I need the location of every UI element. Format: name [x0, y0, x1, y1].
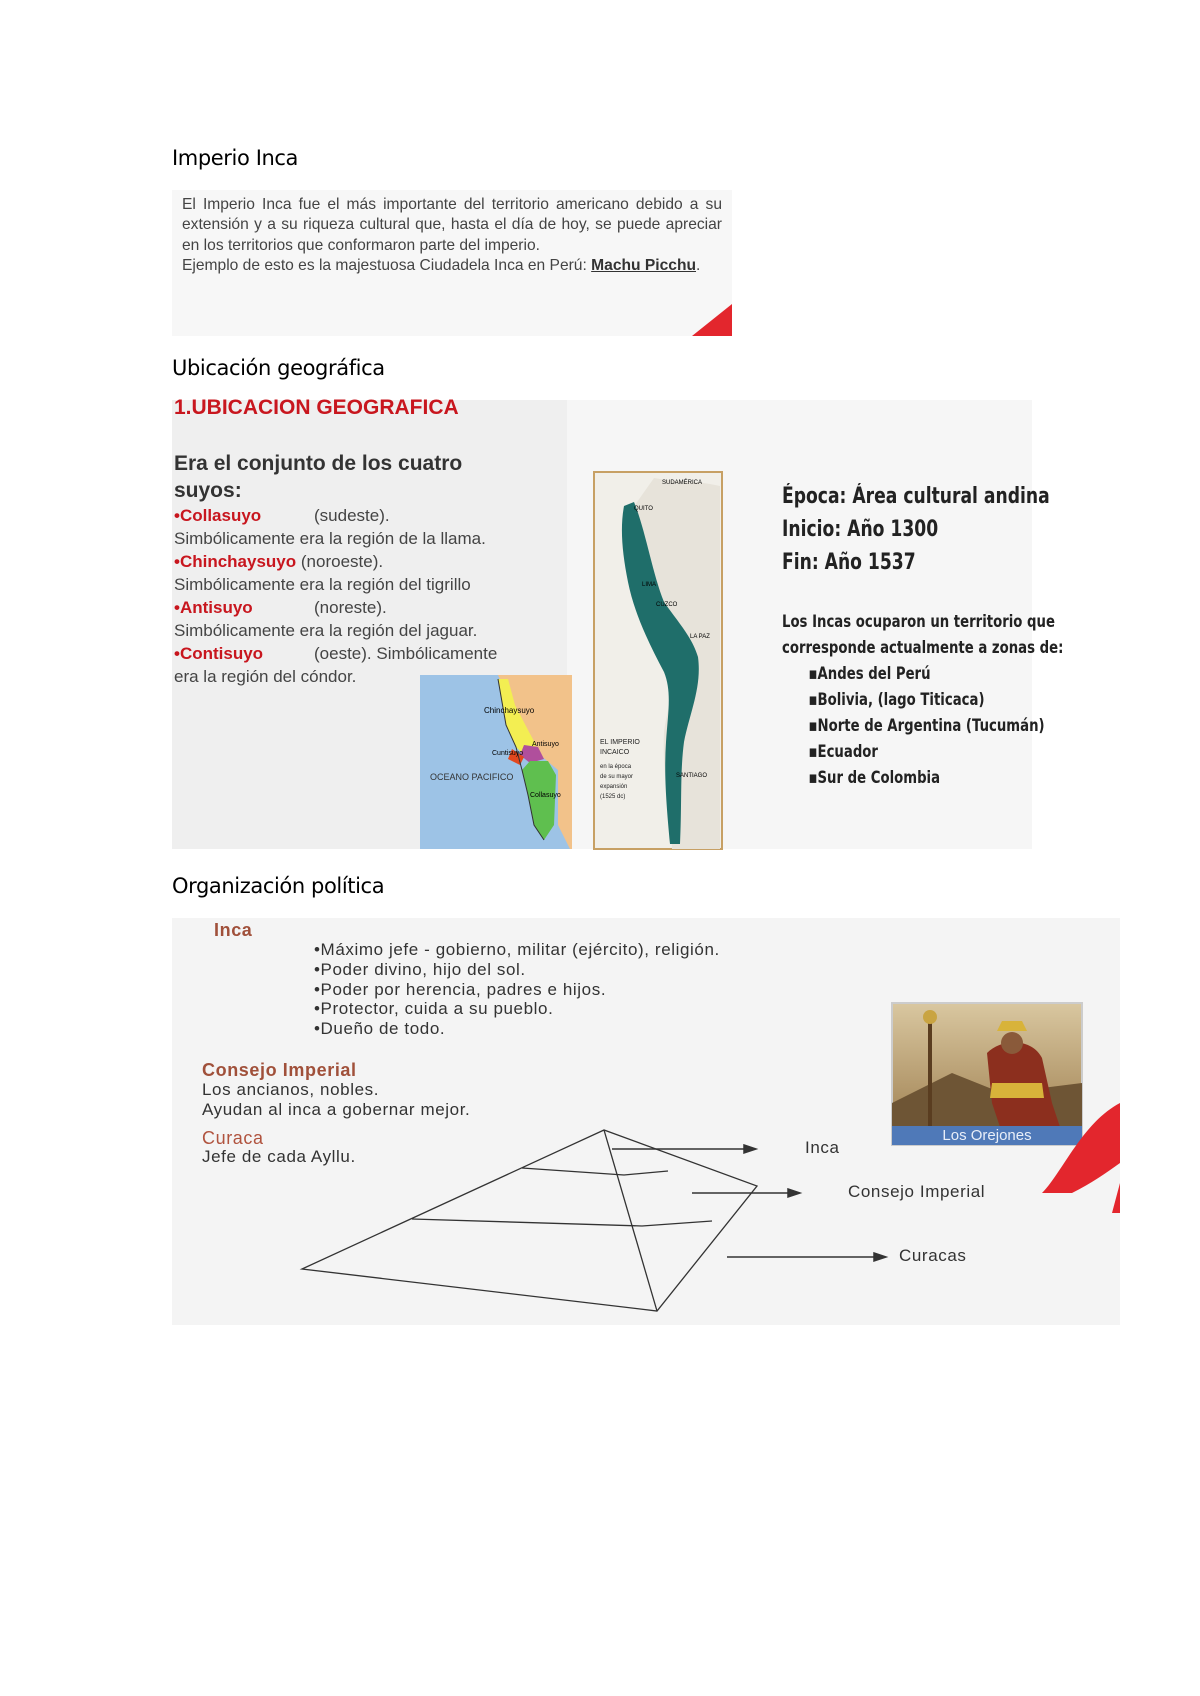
map-label-antisuyo: Antisuyo	[532, 741, 559, 748]
pol-consejo-line: Ayudan al inca a gobernar mejor.	[202, 1100, 471, 1119]
suyo-contisuyo-desc: era la región del cóndor.	[174, 667, 357, 686]
pol-inca-point: •Protector, cuida a su pueblo.	[314, 999, 554, 1018]
zones-intro-1: Los Incas ocuparon un territorio que	[782, 612, 1055, 632]
intro-example: Ejemplo de esto es la majestuosa Ciudadela Inca en Perú:	[182, 257, 592, 275]
map-label-sudamerica: SUDAMÉRICA	[662, 480, 703, 486]
empire-map	[594, 472, 722, 849]
zone-item: ▪Andes del Perú	[808, 664, 931, 684]
pol-inca-title: Inca	[214, 920, 253, 940]
zone-item: ▪Ecuador	[808, 742, 878, 762]
pol-consejo-line: Los ancianos, nobles.	[202, 1080, 380, 1099]
heading-ubicacion: Ubicación geográfica	[172, 356, 385, 380]
suyo-antisuyo: •Antisuyo (noreste).	[174, 598, 387, 617]
pol-inca-point: •Máximo jefe - gobierno, militar (ejército), religión.	[314, 940, 720, 959]
suyos-map	[420, 675, 572, 849]
epoch-text: Época: Área cultural andina	[782, 484, 1050, 509]
geography-intro: Era el conjunto de los cuatro suyos:	[174, 452, 463, 502]
svg-text:(1525 dc): (1525 dc)	[600, 794, 626, 800]
suyo-chinchaysuyo-desc: Simbólicamente era la región del tigrillo	[174, 575, 471, 594]
intro-body: El Imperio Inca fue el más importante del territorio americano debido a su extensión y a su riqueza cultural que, hasta el día de hoy, se puede apreciar en los territorios que conformaron parte del imperio.	[182, 196, 722, 254]
pyramid-label-consejo: Consejo Imperial	[848, 1182, 986, 1201]
pol-inca-point: •Dueño de todo.	[314, 1019, 446, 1038]
start-year: Inicio: Año 1300	[782, 517, 939, 542]
map-label-cuzco: CUZCO	[656, 602, 678, 608]
map-label-cuntisuyo: Cuntisuyo	[492, 750, 524, 757]
suyo-contisuyo: •Contisuyo (oeste). Simbólicamente	[174, 644, 498, 663]
pol-inca-point: •Poder por herencia, padres e hijos.	[314, 980, 607, 999]
zone-item: ▪Norte de Argentina (Tucumán)	[808, 716, 1045, 736]
svg-text:EL IMPERIO: EL IMPERIO	[600, 739, 640, 746]
svg-text:expansión: expansión	[600, 784, 628, 790]
pol-inca-point: •Poder divino, hijo del sol.	[314, 960, 526, 979]
map-label-collasuyo: Collasuyo	[530, 792, 561, 799]
zone-item: ▪Bolivia, (lago Titicaca)	[808, 690, 985, 710]
pol-curaca-line: Jefe de cada Ayllu.	[202, 1147, 356, 1166]
end-year: Fin: Año 1537	[782, 550, 916, 575]
red-corner-decoration	[692, 304, 732, 336]
zone-item: ▪Sur de Colombia	[808, 768, 941, 788]
svg-text:de su mayor: de su mayor	[600, 774, 634, 780]
map-label-quito: QUITO	[634, 506, 653, 512]
map-label-lima: LIMA	[642, 582, 657, 588]
intro-excerpt-image	[172, 190, 732, 336]
suyo-collasuyo-desc: Simbólicamente era la región de la llama.	[174, 529, 486, 548]
pyramid-label-curacas: Curacas	[899, 1246, 967, 1265]
suyo-chinchaysuyo: •Chinchaysuyo (noroeste).	[174, 552, 384, 571]
pol-consejo-title: Consejo Imperial	[202, 1060, 357, 1080]
svg-text:en la época: en la época	[600, 764, 632, 770]
suyo-antisuyo-desc: Simbólicamente era la región del jaguar.	[174, 621, 478, 640]
svg-text:INCAICO: INCAICO	[600, 749, 630, 756]
suyo-collasuyo: •Collasuyo (sudeste).	[174, 506, 390, 525]
pyramid-label-inca: Inca	[805, 1138, 840, 1157]
intro-paragraph	[182, 195, 722, 277]
map-label-la-paz: LA PAZ	[690, 634, 710, 640]
heading-organizacion: Organización política	[172, 874, 385, 898]
geography-slide-title: 1.UBICACION GEOGRAFICA	[174, 396, 459, 419]
map-ocean-label: OCEANO PACIFICO	[430, 772, 514, 782]
heading-imperio-inca: Imperio Inca	[172, 146, 299, 170]
map-label-chinchaysuyo: Chinchaysuyo	[484, 706, 535, 715]
pol-curaca-title: Curaca	[202, 1128, 264, 1148]
politics-slide-image	[172, 918, 1120, 1325]
machu-picchu-link[interactable]: Machu Picchu	[591, 257, 697, 275]
intro-example-end: .	[696, 257, 701, 275]
pyramid-diagram	[172, 918, 1120, 1325]
epoch-panel	[782, 480, 1063, 791]
zones-intro-2: corresponde actualmente a zonas de:	[782, 638, 1064, 658]
orejones-caption: Los Orejones	[892, 1126, 1082, 1145]
map-label-santiago: SANTIAGO	[676, 773, 708, 779]
geography-slide-image	[172, 396, 1064, 849]
